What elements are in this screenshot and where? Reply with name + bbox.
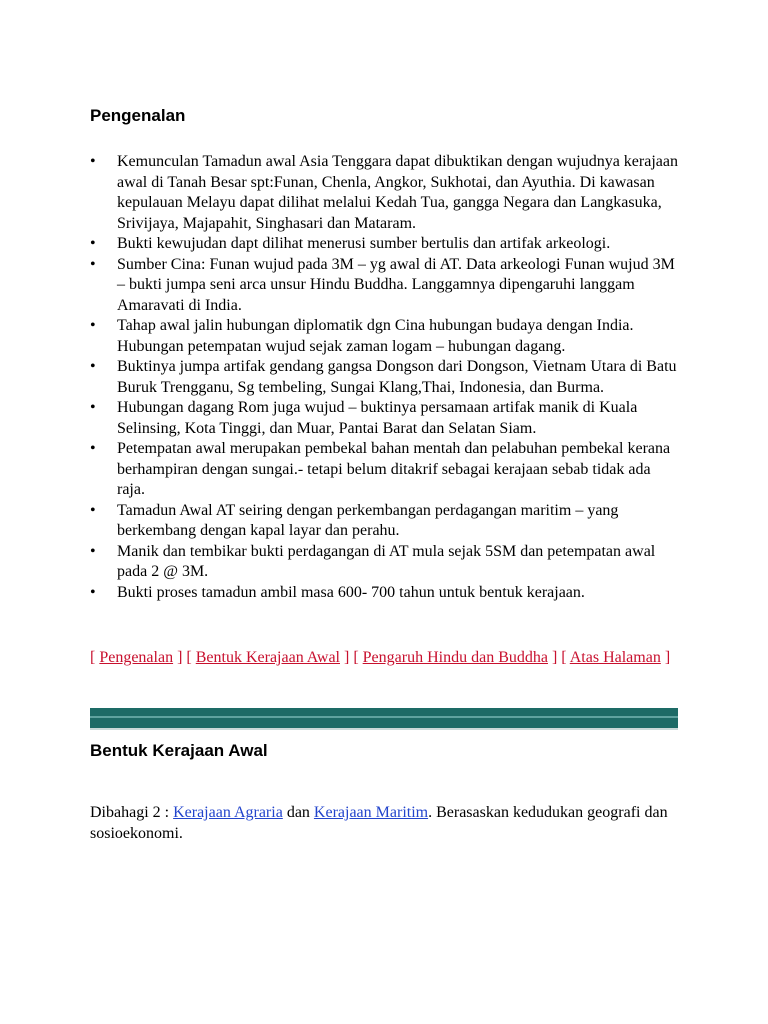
nav-link-bentuk-kerajaan-awal[interactable]: Bentuk Kerajaan Awal	[195, 649, 340, 666]
section-title-bentuk-kerajaan-awal: Bentuk Kerajaan Awal	[90, 741, 268, 760]
nav-bracket-close: ]	[660, 649, 671, 666]
list-item: • Tahap awal jalin hubungan diplomatik dgn Cina hubungan budaya dengan India. Hubungan petempatan wujud sejak zaman logam – hubungan dagang.	[90, 316, 680, 357]
paragraph-text: dan	[282, 804, 314, 821]
list-item: • Buktinya jumpa artifak gendang gangsa Dongson dari Dongson, Vietnam Utara di Batu Buruk Trengganu, Sg tembeling, Sungai Klang,Thai, Indonesia, dan Burma.	[90, 357, 680, 398]
list-item: • Kemunculan Tamadun awal Asia Tenggara dapat dibuktikan dengan wujudnya kerajaan awal di Tanah Besar spt:Funan, Chenla, Angkor, Sukhotai, dan Ayuthia. Di kawasan kepulauan Melayu dapat dilihat melalui Kedah Tua, gangga Negara dan Langkasuka, Srivijaya, Majapahit, Singhasari dan Mataram.	[90, 152, 680, 234]
paragraph-text: . Berasaskan kedudukan geografi dan sosioekonomi.	[90, 804, 668, 842]
section-title-pengenalan: Pengenalan	[90, 106, 186, 125]
nav-separator: ] [	[547, 649, 570, 666]
paragraph-text: Dibahagi 2 :	[90, 804, 174, 821]
link-kerajaan-maritim[interactable]: Kerajaan Maritim	[313, 804, 429, 821]
list-item: • Manik dan tembikar bukti perdagangan di AT mula sejak 5SM dan petempatan awal pada 2 @ 3M.	[90, 542, 680, 583]
nav-link-pengaruh-hindu-buddha[interactable]: Pengaruh Hindu dan Buddha	[362, 649, 548, 666]
list-item: • Bukti kewujudan dapt dilihat menerusi sumber bertulis dan artifak arkeologi.	[90, 234, 680, 255]
link-kerajaan-agraria[interactable]: Kerajaan Agraria	[173, 804, 283, 821]
nav-bracket-open: [	[90, 649, 100, 666]
section-divider-bar	[90, 708, 678, 730]
bullet-list	[90, 152, 680, 603]
list-item: • Hubungan dagang Rom juga wujud – buktinya persamaan artifak manik di Kuala Selinsing, Kota Tinggi, dan Muar, Pantai Barat dan Selatan Siam.	[90, 398, 680, 439]
list-item: • Bukti proses tamadun ambil masa 600- 700 tahun untuk bentuk kerajaan.	[90, 583, 680, 604]
section-nav	[90, 648, 680, 669]
nav-separator: ] [	[340, 649, 363, 666]
nav-separator: ] [	[173, 649, 196, 666]
list-item: • Sumber Cina: Funan wujud pada 3M – yg awal di AT. Data arkeologi Funan wujud 3M – bukti jumpa seni arca unsur Hindu Buddha. Langgamnya dipengaruhi langgam Amaravati di India.	[90, 255, 680, 317]
list-item: • Tamadun Awal AT seiring dengan perkembangan perdagangan maritim – yang berkembang dengan kapal layar dan perahu.	[90, 501, 680, 542]
intro-paragraph	[90, 803, 670, 844]
nav-link-atas-halaman[interactable]: Atas Halaman	[569, 649, 661, 666]
list-item: • Petempatan awal merupakan pembekal bahan mentah dan pelabuhan pembekal kerana berhampiran dengan sungai.- tetapi belum ditakrif sebagai kerajaan sebab tidak ada raja.	[90, 439, 680, 501]
nav-link-pengenalan[interactable]: Pengenalan	[99, 649, 174, 666]
